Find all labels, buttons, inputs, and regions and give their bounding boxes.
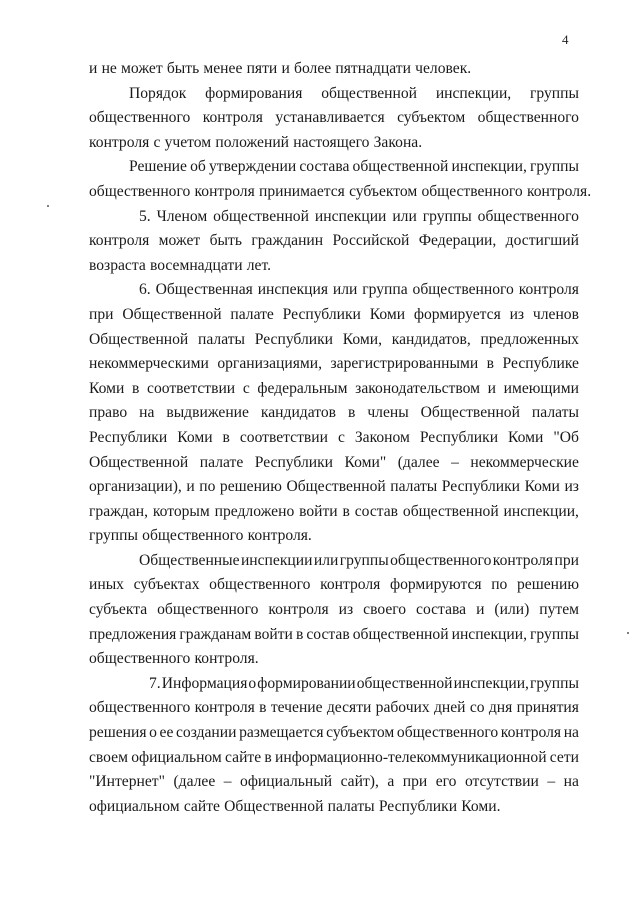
text-line: "Интернет" (далее – официальный сайт), а при его отсутствии – на	[89, 773, 579, 791]
text-line: общественного контроля устанавливается субъектом общественного	[89, 109, 579, 127]
text-line: Решение об утверждении состава общественной инспекции, группы	[129, 158, 579, 176]
text-line: 6. Общественная инспекция или группа общественного контроля	[139, 281, 579, 299]
text-line: контроля с учетом положений настоящего Закона.	[89, 133, 423, 151]
paragraph	[89, 278, 579, 549]
text-line: Общественной палате Республики Коми" (далее – некоммерческие	[89, 453, 579, 471]
text-line: при Общественной палате Республики Коми формируется из членов	[89, 305, 579, 323]
paragraph	[89, 82, 579, 156]
text-line: группы общественного контроля.	[89, 527, 312, 545]
text-line: предложения гражданам войти в состав общественной инспекции, группы	[89, 625, 579, 643]
text-line: своем официальном сайте в информационно-телекоммуникационной сети	[89, 748, 579, 766]
text-line: общественного контроля.	[89, 650, 259, 668]
text-line: контроля может быть гражданин Российской Федерации, достигший	[89, 232, 579, 250]
text-line: Коми в соответствии с федеральным законодательством и имеющими	[89, 379, 579, 397]
text-line: иных субъектах общественного контроля формируются по решению	[89, 576, 579, 594]
text-line: общественного контроля принимается субъектом общественного контроля.	[89, 182, 592, 200]
text-line: Общественные инспекции или группы общественного контроля при	[139, 551, 579, 569]
text-line: 5. Членом общественной инспекции или группы общественного	[139, 207, 579, 225]
paragraph	[89, 155, 592, 204]
text-line: возраста восемнадцати лет.	[89, 256, 272, 274]
text-line: 7. Информация о формировании общественной инспекции, группы	[149, 674, 579, 692]
text-line: граждан, которым предложено войти в состав общественной инспекции,	[89, 502, 579, 520]
text-line: общественного контроля в течение десяти рабочих дней со дня принятия	[89, 699, 579, 717]
scan-speck	[627, 632, 629, 634]
paragraph	[89, 549, 579, 672]
text-line: некоммерческими организациями, зарегистрированными в Республике	[89, 355, 579, 373]
paragraph	[89, 205, 579, 279]
text-line: решения о ее создании размещается субъектом общественного контроля на	[89, 724, 579, 742]
text-line: Общественной палаты Республики Коми, кандидатов, предложенных	[89, 330, 579, 348]
text-line: и не может быть менее пяти и более пятнадцати человек.	[89, 60, 472, 77]
scan-speck	[47, 205, 49, 207]
document-body	[89, 57, 592, 819]
text-line: Порядок формирования общественной инспекции, группы	[129, 84, 579, 102]
text-line: организации), и по решению Общественной палаты Республики Коми из	[89, 478, 579, 496]
page-number: 4	[562, 32, 569, 47]
text-line: официальном сайте Общественной палаты Республики Коми.	[89, 797, 501, 815]
text-line: право на выдвижение кандидатов в члены Общественной палаты	[89, 404, 579, 422]
text-line: Республики Коми в соответствии с Законом Республики Коми "Об	[89, 428, 579, 446]
paragraph	[89, 672, 579, 820]
paragraph	[89, 57, 579, 82]
text-line: субъекта общественного контроля из своего состава и (или) путем	[89, 601, 579, 619]
